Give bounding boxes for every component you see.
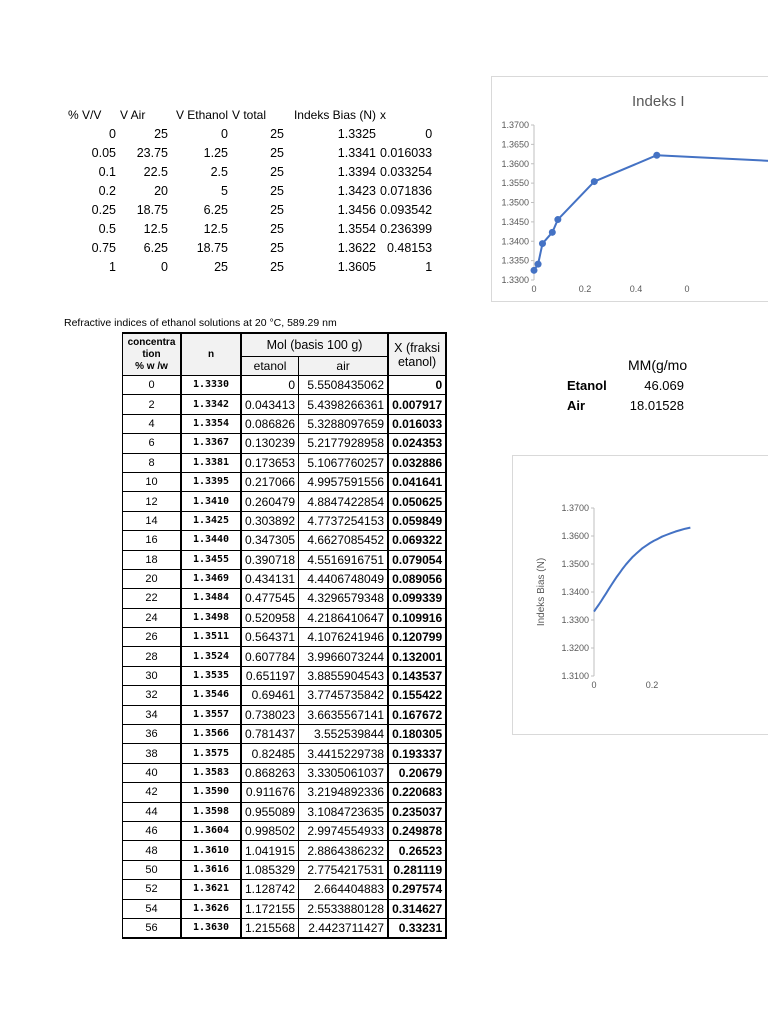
cell-mol-air: 5.3288097659 [299, 414, 389, 433]
cell-mol-etanol: 0.82485 [241, 744, 299, 763]
series-line [594, 528, 690, 612]
cell-concentration: 14 [123, 511, 182, 530]
cell-x-fraksi: 0.041641 [388, 472, 446, 491]
cell-n: 1.3604 [181, 821, 241, 840]
mm-label-etanol: Etanol [567, 378, 607, 393]
cell-concentration: 6 [123, 434, 182, 453]
top-table-row [66, 182, 434, 201]
cell-concentration: 36 [123, 725, 182, 744]
header-conc-line-1: concentra [127, 336, 176, 348]
table-row [123, 453, 447, 472]
x-tick-label: 0 [591, 680, 597, 690]
cell-x-fraksi: 0.20679 [388, 763, 446, 782]
cell-x-fraksi: 0.059849 [388, 511, 446, 530]
mm-label-air: Air [567, 398, 586, 413]
x-tick-label: 0 [684, 284, 690, 294]
big-table-header-row-1 [123, 333, 447, 357]
cell-n: 1.3342 [181, 395, 241, 414]
top-table-cell: 6.25 [143, 241, 168, 255]
cell-mol-etanol: 0.69461 [241, 686, 299, 705]
table-row [123, 918, 447, 938]
header-conc-line-3: % w /w [135, 360, 168, 372]
cell-x-fraksi: 0.167672 [388, 705, 446, 724]
cell-mol-etanol: 0.781437 [241, 725, 299, 744]
top-table-cell: 0.48153 [386, 241, 433, 255]
header-air: air [299, 357, 389, 376]
y-tick-label: 1.3700 [501, 120, 529, 130]
cell-mol-etanol: 0.911676 [241, 783, 299, 802]
top-table-cell: 0 [109, 127, 116, 141]
top-table-cell: 25 [214, 260, 228, 274]
cell-mol-air: 4.5516916751 [299, 550, 389, 569]
cell-concentration: 32 [123, 686, 182, 705]
y-tick-label: 1.3650 [501, 139, 529, 150]
cell-x-fraksi: 0.193337 [388, 744, 446, 763]
y-tick-label: 1.3600 [501, 158, 529, 169]
cell-mol-etanol: 0.998502 [241, 821, 299, 840]
top-table-cell: 25 [270, 260, 284, 274]
cell-x-fraksi: 0.297574 [388, 880, 446, 899]
top-table-body [66, 125, 434, 277]
cell-n: 1.3557 [181, 705, 241, 724]
top-table-cell: 1.3456 [337, 203, 376, 217]
x-tick-label: 0.2 [645, 680, 659, 690]
top-table-cell: 1.3423 [337, 184, 376, 198]
y-tick-label: 1.3500 [501, 197, 529, 208]
cell-concentration: 30 [123, 666, 182, 685]
cell-mol-etanol: 1.041915 [241, 841, 299, 860]
cell-mol-air: 4.8847422854 [299, 492, 389, 511]
cell-mol-air: 3.9966073244 [299, 647, 389, 666]
x-tick-label: 0.4 [629, 284, 643, 294]
cell-x-fraksi: 0.235037 [388, 802, 446, 821]
cell-mol-etanol: 0.173653 [241, 453, 299, 472]
data-point [549, 229, 556, 236]
cell-concentration: 18 [123, 550, 182, 569]
cell-n: 1.3498 [181, 608, 241, 627]
top-chart-svg [492, 77, 768, 301]
table-row [123, 705, 447, 724]
data-point [591, 178, 598, 185]
cell-mol-etanol: 0.477545 [241, 589, 299, 608]
cell-mol-air: 2.5533880128 [299, 899, 389, 918]
table-row [123, 414, 447, 433]
top-table-cell: 25 [270, 165, 284, 179]
cell-n: 1.3425 [181, 511, 241, 530]
cell-n: 1.3598 [181, 802, 241, 821]
cell-mol-etanol: 0.738023 [241, 705, 299, 724]
cell-mol-etanol: 0.086826 [241, 414, 299, 433]
x-tick-label: 0 [531, 284, 537, 294]
top-table-cell: 18.75 [136, 203, 168, 217]
top-table-cell: 0.071836 [380, 184, 433, 198]
cell-mol-air: 2.7754217531 [299, 860, 389, 879]
cell-n: 1.3354 [181, 414, 241, 433]
cell-concentration: 28 [123, 647, 182, 666]
y-tick-label: 1.3500 [561, 559, 589, 569]
cell-x-fraksi: 0.099339 [388, 589, 446, 608]
top-table-cell: 1.3605 [337, 260, 376, 274]
data-point [539, 240, 546, 247]
table-row [123, 860, 447, 879]
top-table-cell: 25 [154, 127, 168, 141]
cell-mol-air: 3.8855904543 [299, 666, 389, 685]
cell-x-fraksi: 0.079054 [388, 550, 446, 569]
cell-n: 1.3395 [181, 472, 241, 491]
top-table-cell: 0.093542 [380, 203, 433, 217]
cell-x-fraksi: 0.016033 [388, 414, 446, 433]
y-axis-label: Indeks Bias (N) [536, 557, 547, 627]
cell-mol-air: 3.2194892336 [299, 783, 389, 802]
top-table-cell: 25 [270, 146, 284, 160]
header-etanol: etanol [241, 357, 299, 376]
y-tick-label: 1.3300 [561, 615, 589, 625]
cell-mol-air: 4.3296579348 [299, 589, 389, 608]
cell-mol-etanol: 1.128742 [241, 880, 299, 899]
cell-n: 1.3330 [181, 376, 241, 395]
cell-x-fraksi: 0.007917 [388, 395, 446, 414]
cell-concentration: 20 [123, 569, 182, 588]
cell-x-fraksi: 0.249878 [388, 821, 446, 840]
cell-concentration: 0 [123, 376, 182, 395]
table-row [123, 376, 447, 395]
cell-concentration: 4 [123, 414, 182, 433]
mm-value-air: 18.01528 [629, 398, 684, 413]
cell-mol-etanol: 0.347305 [241, 531, 299, 550]
cell-mol-etanol: 0.260479 [241, 492, 299, 511]
top-table-cell: 1.3394 [337, 165, 376, 179]
data-point [653, 152, 660, 159]
top-table-cell: 0.05 [91, 146, 116, 160]
cell-n: 1.3367 [181, 434, 241, 453]
top-table-cell: 0.25 [91, 203, 116, 217]
top-header-vair: V Air [120, 108, 146, 122]
cell-x-fraksi: 0.314627 [388, 899, 446, 918]
cell-mol-air: 5.4398266361 [299, 395, 389, 414]
cell-mol-air: 3.3305061037 [299, 763, 389, 782]
table-row [123, 492, 447, 511]
table-row [123, 783, 447, 802]
header-x-line-2: etanol) [397, 354, 437, 369]
top-table-cell: 0.033254 [380, 165, 433, 179]
cell-mol-air: 3.552539844 [299, 725, 389, 744]
cell-x-fraksi: 0.032886 [388, 453, 446, 472]
cell-mol-air: 4.2186410647 [299, 608, 389, 627]
cell-mol-etanol: 0.130239 [241, 434, 299, 453]
header-x-line-1: X (fraksi [394, 340, 441, 355]
top-table-cell: 20 [154, 184, 168, 198]
cell-concentration: 8 [123, 453, 182, 472]
top-table-row [66, 125, 434, 144]
cell-x-fraksi: 0.109916 [388, 608, 446, 627]
cell-n: 1.3630 [181, 918, 241, 938]
cell-mol-etanol: 0 [241, 376, 299, 395]
cell-n: 1.3546 [181, 686, 241, 705]
table-row [123, 686, 447, 705]
y-tick-label: 1.3200 [561, 643, 589, 653]
cell-concentration: 38 [123, 744, 182, 763]
top-table-cell: 12.5 [203, 222, 228, 236]
table-row [123, 666, 447, 685]
big-table-body [123, 376, 447, 939]
cell-x-fraksi: 0.143537 [388, 666, 446, 685]
cell-mol-etanol: 0.043413 [241, 395, 299, 414]
cell-mol-etanol: 1.215568 [241, 918, 299, 938]
cell-x-fraksi: 0.069322 [388, 531, 446, 550]
top-table-cell: 23.75 [136, 146, 168, 160]
header-x-fraksi [388, 333, 446, 376]
cell-n: 1.3440 [181, 531, 241, 550]
data-point [531, 267, 538, 274]
top-table-cell: 0.1 [98, 165, 116, 179]
cell-mol-air: 4.9957591556 [299, 472, 389, 491]
cell-n: 1.3511 [181, 628, 241, 647]
top-table-row [66, 201, 434, 220]
cell-mol-air: 4.1076241946 [299, 628, 389, 647]
cell-n: 1.3524 [181, 647, 241, 666]
top-table-cell: 12.5 [143, 222, 168, 236]
top-table-row [66, 258, 434, 277]
cell-n: 1.3575 [181, 744, 241, 763]
top-table-header-row [66, 106, 434, 125]
cell-n: 1.3484 [181, 589, 241, 608]
table-row [123, 550, 447, 569]
top-table-row [66, 144, 434, 163]
top-table-cell: 0 [221, 127, 228, 141]
cell-concentration: 26 [123, 628, 182, 647]
y-tick-label: 1.3100 [561, 671, 589, 681]
top-table-row [66, 239, 434, 258]
cell-concentration: 22 [123, 589, 182, 608]
top-table-cell: 25 [270, 222, 284, 236]
cell-x-fraksi: 0.220683 [388, 783, 446, 802]
cell-n: 1.3616 [181, 860, 241, 879]
cell-mol-etanol: 0.303892 [241, 511, 299, 530]
cell-mol-air: 2.8864386232 [299, 841, 389, 860]
cell-concentration: 54 [123, 899, 182, 918]
y-tick-label: 1.3550 [501, 178, 529, 189]
table-caption: Refractive indices of ethanol solutions at 20 °C, 589.29 nm [64, 317, 337, 329]
cell-mol-air: 5.2177928958 [299, 434, 389, 453]
y-tick-label: 1.3450 [501, 216, 529, 227]
table-row [123, 434, 447, 453]
y-tick-label: 1.3400 [561, 587, 589, 597]
cell-mol-air: 2.9974554933 [299, 821, 389, 840]
top-table-cell: 1.3622 [337, 241, 376, 255]
top-table-cell: 0.016033 [380, 146, 433, 160]
table-row [123, 531, 447, 550]
cell-n: 1.3469 [181, 569, 241, 588]
cell-concentration: 48 [123, 841, 182, 860]
cell-x-fraksi: 0.024353 [388, 434, 446, 453]
cell-mol-etanol: 0.651197 [241, 666, 299, 685]
cell-x-fraksi: 0.26523 [388, 841, 446, 860]
cell-mol-etanol: 0.434131 [241, 569, 299, 588]
table-row [123, 569, 447, 588]
table-row [123, 608, 447, 627]
cell-x-fraksi: 0.180305 [388, 725, 446, 744]
top-header-vtotal: V total [232, 108, 267, 122]
top-table-cell: 0 [425, 127, 433, 141]
top-table-cell: 0.2 [98, 184, 116, 198]
cell-x-fraksi: 0.281119 [388, 860, 446, 879]
cell-mol-etanol: 0.607784 [241, 647, 299, 666]
cell-mol-etanol: 0.868263 [241, 763, 299, 782]
top-table-cell: 0.236399 [380, 222, 433, 236]
series-line [534, 155, 768, 270]
top-table-cell: 1 [109, 260, 116, 274]
cell-n: 1.3535 [181, 666, 241, 685]
cell-n: 1.3626 [181, 899, 241, 918]
refractive-index-table [122, 332, 447, 939]
cell-concentration: 2 [123, 395, 182, 414]
table-row [123, 628, 447, 647]
cell-mol-etanol: 0.390718 [241, 550, 299, 569]
header-mol: Mol (basis 100 g) [241, 333, 388, 357]
top-table-cell: 2.5 [210, 165, 228, 179]
cell-concentration: 10 [123, 472, 182, 491]
top-table-cell: 25 [270, 241, 284, 255]
mm-value-etanol: 46.069 [644, 378, 684, 393]
table-row [123, 763, 447, 782]
bottom-chart-svg [513, 456, 768, 734]
cell-mol-air: 5.5508435062 [299, 376, 389, 395]
cell-mol-air: 2.4423711427 [299, 918, 389, 938]
y-tick-label: 1.3300 [501, 275, 529, 285]
header-n: n [181, 333, 241, 376]
top-table-cell: 25 [270, 203, 284, 217]
cell-concentration: 46 [123, 821, 182, 840]
top-header-vethanol: V Ethanol [175, 108, 228, 122]
top-table-cell: 1.25 [203, 146, 228, 160]
cell-n: 1.3455 [181, 550, 241, 569]
table-row [123, 395, 447, 414]
top-table-cell: 18.75 [196, 241, 228, 255]
table-row [123, 841, 447, 860]
cell-x-fraksi: 0.155422 [388, 686, 446, 705]
y-tick-label: 1.3400 [501, 236, 529, 247]
top-header-x: x [380, 108, 386, 122]
cell-x-fraksi: 0.089056 [388, 569, 446, 588]
top-table-cell: 1.3554 [337, 222, 376, 236]
cell-mol-etanol: 1.172155 [241, 899, 299, 918]
cell-concentration: 44 [123, 802, 182, 821]
cell-n: 1.3590 [181, 783, 241, 802]
top-table-cell: 25 [270, 127, 284, 141]
cell-n: 1.3621 [181, 880, 241, 899]
cell-mol-etanol: 0.564371 [241, 628, 299, 647]
header-concentration [123, 333, 182, 376]
cell-concentration: 16 [123, 531, 182, 550]
mm-title: MM(g/mo [628, 357, 688, 373]
cell-x-fraksi: 0.132001 [388, 647, 446, 666]
table-row [123, 589, 447, 608]
cell-concentration: 40 [123, 763, 182, 782]
top-table-cell: 6.25 [203, 203, 228, 217]
top-table-cell: 0.75 [91, 241, 116, 255]
cell-mol-etanol: 0.217066 [241, 472, 299, 491]
top-table-cell: 22.5 [143, 165, 168, 179]
y-tick-label: 1.3350 [501, 255, 529, 266]
cell-concentration: 24 [123, 608, 182, 627]
cell-concentration: 50 [123, 860, 182, 879]
top-table-cell: 1 [425, 260, 433, 274]
header-conc-line-2: tion [142, 348, 161, 360]
cell-x-fraksi: 0.050625 [388, 492, 446, 511]
top-table-cell: 0.5 [98, 222, 116, 236]
cell-x-fraksi: 0 [388, 376, 446, 395]
table-row [123, 725, 447, 744]
table-row [123, 899, 447, 918]
table-row [123, 647, 447, 666]
x-tick-label: 0.2 [578, 284, 592, 294]
cell-mol-etanol: 0.955089 [241, 802, 299, 821]
cell-n: 1.3583 [181, 763, 241, 782]
table-row [123, 802, 447, 821]
cell-concentration: 12 [123, 492, 182, 511]
data-point [554, 216, 561, 223]
y-tick-label: 1.3600 [561, 531, 589, 541]
table-row [123, 472, 447, 491]
top-table [66, 106, 434, 277]
cell-mol-air: 3.4415229738 [299, 744, 389, 763]
table-row [123, 880, 447, 899]
top-table-cell: 0 [161, 260, 168, 274]
cell-n: 1.3381 [181, 453, 241, 472]
top-table-cell: 25 [270, 184, 284, 198]
cell-mol-air: 4.7737254153 [299, 511, 389, 530]
cell-n: 1.3610 [181, 841, 241, 860]
top-table-row [66, 163, 434, 182]
top-header-vv: % V/V [68, 108, 102, 122]
cell-mol-etanol: 1.085329 [241, 860, 299, 879]
cell-concentration: 52 [123, 880, 182, 899]
cell-n: 1.3566 [181, 725, 241, 744]
top-table-row [66, 220, 434, 239]
table-row [123, 511, 447, 530]
cell-concentration: 42 [123, 783, 182, 802]
cell-n: 1.3410 [181, 492, 241, 511]
top-table-cell: 1.3325 [337, 127, 376, 141]
cell-mol-air: 5.1067760257 [299, 453, 389, 472]
cell-mol-air: 4.6627085452 [299, 531, 389, 550]
top-chart [491, 76, 768, 302]
y-tick-label: 1.3700 [561, 503, 589, 513]
bottom-chart [512, 455, 768, 735]
cell-mol-air: 4.4406748049 [299, 569, 389, 588]
cell-mol-air: 2.664404883 [299, 880, 389, 899]
cell-mol-air: 3.7745735842 [299, 686, 389, 705]
top-table-cell: 1.3341 [337, 146, 376, 160]
table-row [123, 744, 447, 763]
cell-concentration: 56 [123, 918, 182, 938]
top-header-indeks-bias: Indeks Bias (N) [293, 108, 376, 122]
data-point [535, 261, 542, 268]
chart-title: Indeks I [632, 93, 685, 110]
cell-mol-air: 3.1084723635 [299, 802, 389, 821]
cell-mol-air: 3.6635567141 [299, 705, 389, 724]
top-table-cell: 5 [221, 184, 228, 198]
cell-x-fraksi: 0.33231 [388, 918, 446, 938]
table-row [123, 821, 447, 840]
cell-x-fraksi: 0.120799 [388, 628, 446, 647]
cell-mol-etanol: 0.520958 [241, 608, 299, 627]
cell-concentration: 34 [123, 705, 182, 724]
